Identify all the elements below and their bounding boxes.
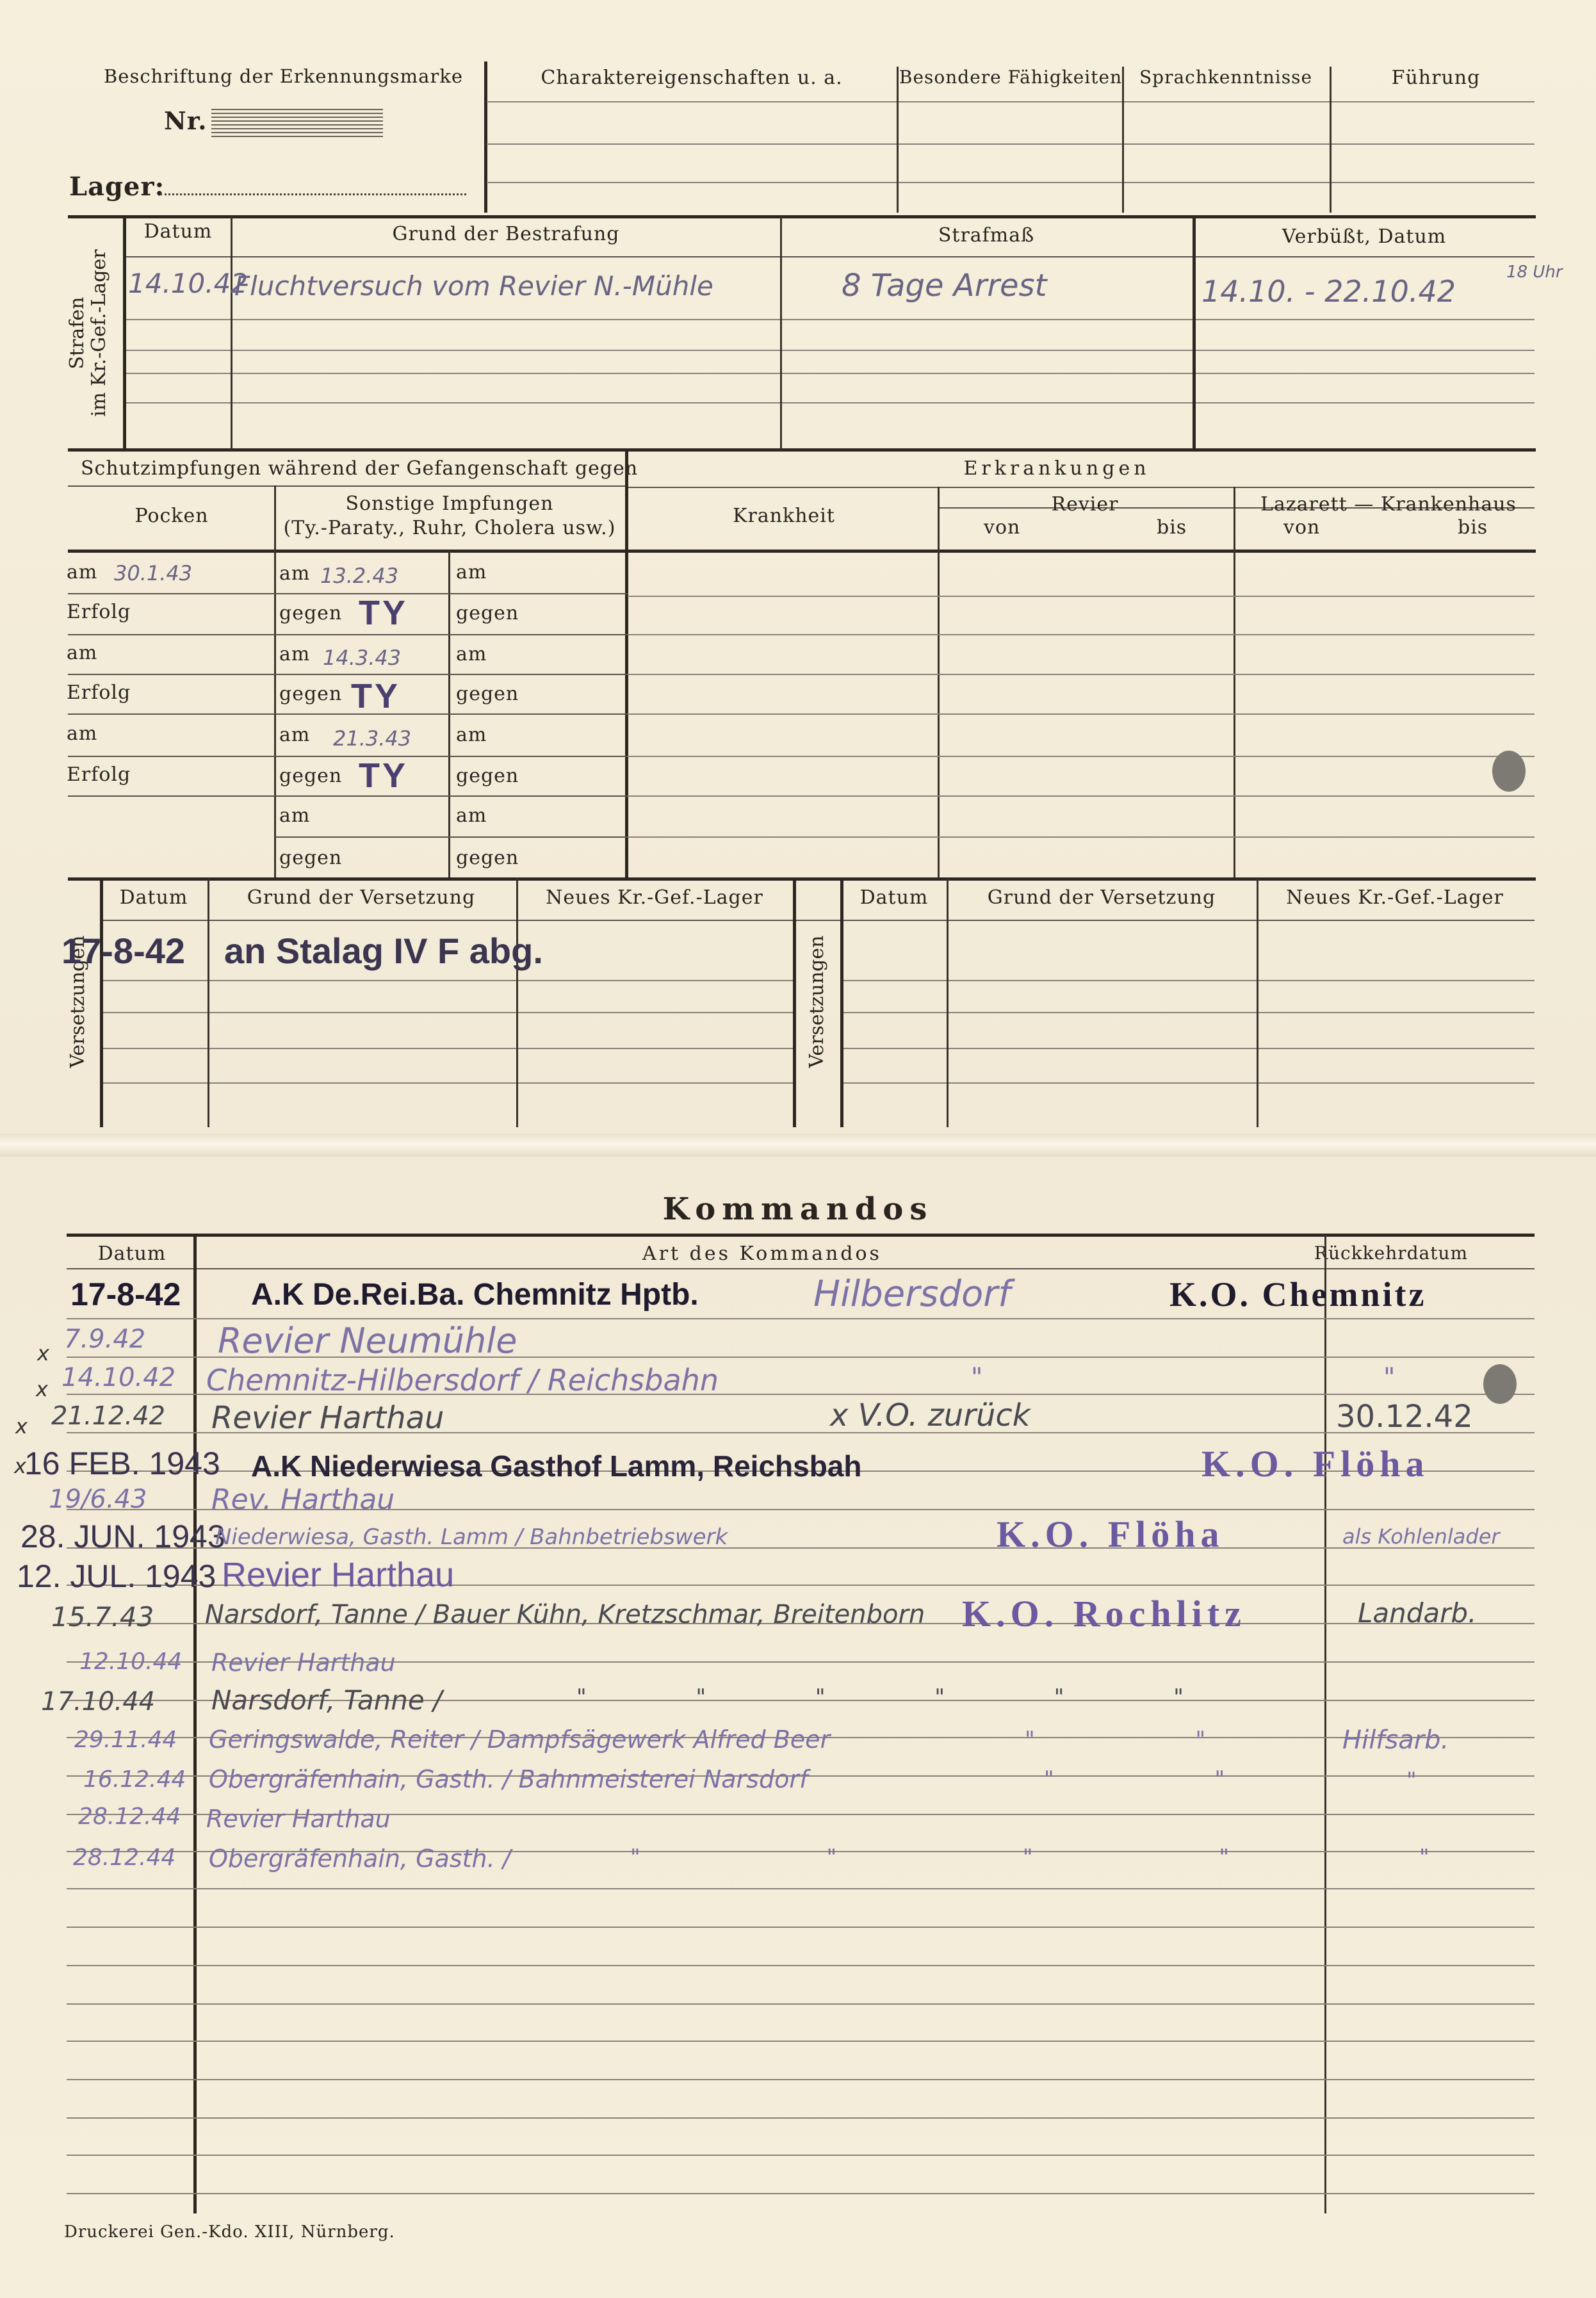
kommando-5-datum: 16 FEB. 1943 [24, 1446, 220, 1481]
versetzungen-side-label-left: Versetzungen [67, 935, 89, 1068]
kommando-7-art: Niederwiesa, Gasth. Lamm / Bahnbetriebswerk [215, 1524, 728, 1550]
sonstige-gegen-4: gegen [279, 847, 343, 869]
strafen-col-strafmass: Strafmaß [938, 224, 1035, 247]
kommando-4-art: Revier Harthau [211, 1400, 444, 1436]
ty-stamp-1: TY [359, 594, 409, 632]
margin-mark-2: x [36, 1377, 48, 1401]
charakter-label: Charaktereigenschaften u. a. [541, 67, 843, 89]
kommando-6-art: Rev. Harthau [211, 1483, 395, 1516]
strafe-verbuesst: 14.10. - 22.10.42 [1201, 274, 1456, 309]
strafe-uhrzeit: 18 Uhr [1506, 263, 1563, 282]
sonstige-gegen-3: gegen [279, 765, 343, 787]
revier-von-label: von [984, 516, 1021, 539]
kommando-11-extra: " " " " " " [576, 1684, 1235, 1710]
revier-label: Revier [1051, 493, 1119, 516]
erkrankungen-title: Erkrankungen [963, 457, 1150, 480]
kommando-14-art: Revier Harthau [206, 1805, 391, 1833]
kommando-4-extra: x V.O. zurück [830, 1398, 1030, 1433]
kommando-6-datum: 19/6.43 [49, 1485, 147, 1514]
kommando-5-ko: K.O. Flöha [1201, 1443, 1429, 1485]
sonstige-am-1: am [279, 562, 311, 585]
ty-date-1: 13.2.43 [320, 564, 399, 588]
sprachen-label: Sprachkenntnisse [1139, 67, 1313, 88]
pocken-am-1: am [67, 561, 98, 583]
kommandos-title: Kommandos [662, 1191, 934, 1227]
kommando-1-datum: 17-8-42 [70, 1276, 181, 1312]
krankheit-label: Krankheit [733, 505, 835, 527]
ty-date-2: 14.3.43 [323, 646, 402, 670]
sonstige-am-3: am [279, 724, 311, 746]
kommando-15-ret: " [1419, 1845, 1429, 1870]
versetzungen-side-label-right: Versetzungen [806, 935, 828, 1068]
kommando-13-ret: " [1406, 1768, 1417, 1793]
kommando-13-art: Obergräfenhain, Gasth. / Bahnmeisterei Narsdorf [209, 1765, 808, 1793]
kommando-7-datum: 28. JUN. 1943 [20, 1519, 225, 1554]
kommando-7-ko: K.O. Flöha [997, 1513, 1225, 1555]
margin-mark-3: x [15, 1414, 28, 1438]
kommando-12-ret: Hilfsarb. [1342, 1725, 1449, 1755]
versetzung-col-grund-left: Grund der Versetzung [247, 886, 476, 909]
strafe-strafmass: 8 Tage Arrest [842, 268, 1047, 304]
versetzung-col-datum-left: Datum [119, 886, 188, 909]
kommandos-col-rueckkehr: Rückkehrdatum [1314, 1243, 1469, 1264]
strafen-col-datum: Datum [143, 220, 213, 243]
kommando-1-art: A.K De.Rei.Ba. Chemnitz Hptb. [251, 1278, 699, 1312]
sonstige2-am-3: am [456, 724, 487, 746]
kommandos-col-datum: Datum [97, 1243, 167, 1265]
kommando-12-datum: 29.11.44 [74, 1727, 177, 1753]
versetzung-text: an Stalag IV F abg. [224, 931, 543, 971]
kommando-2-datum: 7.9.42 [64, 1324, 146, 1354]
pocken-am-3: am [67, 722, 98, 745]
kommando-9-ret: Landarb. [1358, 1597, 1477, 1629]
strafen-col-grund: Grund der Bestrafung [392, 223, 620, 245]
kommando-3-extra: " [971, 1363, 983, 1392]
kommando-15-extra: " " " " [630, 1845, 1319, 1870]
sonstige-gegen-1: gegen [279, 602, 343, 624]
fold-crease [0, 1134, 1596, 1157]
kommando-12-extra: " " [1025, 1727, 1283, 1752]
sonstige-impfungen-label: Sonstige Impfungen (Ty.-Paraty., Ruhr, Cholera usw.) [283, 493, 616, 539]
lazarett-bis-label: bis [1458, 516, 1488, 539]
kommando-9-datum: 15.7.43 [51, 1601, 154, 1633]
kommando-10-art: Revier Harthau [211, 1649, 396, 1677]
kommando-15-datum: 28.12.44 [73, 1845, 176, 1871]
nr-label: Nr. [164, 106, 208, 135]
sonstige2-am-4: am [456, 804, 487, 827]
margin-mark-1: x [37, 1341, 49, 1365]
kommando-3-datum: 14.10.42 [61, 1363, 176, 1392]
kommando-1-ko: K.O. Chemnitz [1169, 1275, 1427, 1314]
punch-hole-2 [1483, 1364, 1517, 1404]
printer-imprint: Druckerei Gen.-Kdo. XIII, Nürnberg. [64, 2222, 395, 2242]
pocken-label: Pocken [134, 505, 209, 527]
kommando-7-ret: als Kohlenlader [1342, 1524, 1500, 1549]
sonstige2-am-2: am [456, 643, 487, 665]
kommando-11-art: Narsdorf, Tanne / [211, 1684, 443, 1716]
kommando-11-datum: 17.10.44 [41, 1687, 156, 1716]
strafe-grund: Fluchtversuch vom Revier N.-Mühle [234, 270, 713, 302]
revier-bis-label: bis [1157, 516, 1187, 539]
fuehrung-label: Führung [1391, 67, 1481, 89]
pocken-erfolg-1: Erfolg [67, 601, 131, 623]
sonstige2-gegen-1: gegen [456, 602, 519, 624]
strafen-col-verbuesst: Verbüßt, Datum [1282, 225, 1447, 248]
kommando-13-datum: 16.12.44 [83, 1766, 186, 1793]
kommando-1-extra: Hilbersdorf [813, 1273, 1011, 1315]
kommando-15-art: Obergräfenhain, Gasth. / [209, 1845, 511, 1873]
kommando-13-extra: " " [1044, 1766, 1302, 1792]
kommando-14-datum: 28.12.44 [78, 1804, 181, 1830]
kommando-9-ko: K.O. Rochlitz [962, 1593, 1246, 1634]
sonstige2-am-1: am [456, 561, 487, 583]
lazarett-von-label: von [1283, 516, 1321, 539]
faehigkeiten-label: Besondere Fähigkeiten [899, 67, 1123, 88]
strafe-datum: 14.10.42 [128, 268, 248, 299]
sonstige-am-4: am [279, 804, 311, 827]
kommando-8-art: Revier Harthau [222, 1556, 455, 1594]
strafen-side-label: Strafen im Kr.-Gef.-Lager [66, 249, 110, 417]
kommando-4-datum: 21.12.42 [51, 1401, 166, 1431]
kommando-2-art: Revier Neumühle [218, 1321, 517, 1361]
pocken-am-2: am [67, 642, 98, 664]
ty-stamp-3: TY [359, 756, 409, 795]
kommando-3-art: Chemnitz-Hilbersdorf / Reichsbahn [206, 1363, 719, 1398]
sonstige-gegen-2: gegen [279, 683, 343, 705]
sonstige2-gegen-2: gegen [456, 683, 519, 705]
kommando-4-ret: 30.12.42 [1336, 1399, 1473, 1435]
nr-hatched-field [211, 109, 383, 137]
versetzung-col-lager-right: Neues Kr.-Gef.-Lager [1286, 886, 1504, 909]
ty-date-3: 21.3.43 [333, 726, 412, 751]
pocken-erfolg-3: Erfolg [67, 763, 131, 786]
punch-hole-1 [1492, 751, 1526, 792]
ty-stamp-2: TY [351, 677, 401, 715]
lager-label: Lager: [69, 172, 165, 202]
lager-dotted-line [160, 193, 466, 195]
margin-mark-4: x [14, 1454, 26, 1478]
kommando-5-art: A.K Niederwiesa Gasthof Lamm, Reichsbah [251, 1449, 862, 1483]
sonstige-am-2: am [279, 643, 311, 665]
versetzung-col-lager-left: Neues Kr.-Gef.-Lager [546, 886, 763, 909]
pocken-date: 30.1.43 [114, 561, 193, 585]
kommando-3-ret: " [1383, 1363, 1396, 1392]
sonstige2-gegen-3: gegen [456, 765, 519, 787]
pocken-erfolg-2: Erfolg [67, 681, 131, 704]
beschriftung-label: Beschriftung der Erkennungsmarke [104, 65, 464, 87]
versetzung-datum: 17-8-42 [61, 931, 186, 971]
lazarett-label: Lazarett — Krankenhaus [1260, 493, 1517, 516]
kommando-10-datum: 12.10.44 [79, 1649, 183, 1675]
versetzung-col-grund-right: Grund der Versetzung [987, 886, 1216, 909]
sonstige2-gegen-4: gegen [456, 847, 519, 869]
kommandos-col-art: Art des Kommandos [642, 1243, 882, 1265]
impfungen-title: Schutzimpfungen während der Gefangenschaft gegen [81, 457, 639, 480]
kommando-12-art: Geringswalde, Reiter / Dampfsägewerk Alfred Beer [209, 1725, 831, 1754]
kommando-9-art: Narsdorf, Tanne / Bauer Kühn, Kretzschmar, Breitenborn [205, 1600, 925, 1629]
versetzung-col-datum-right: Datum [859, 886, 929, 909]
kommando-8-datum: 12. JUL. 1943 [17, 1558, 216, 1594]
